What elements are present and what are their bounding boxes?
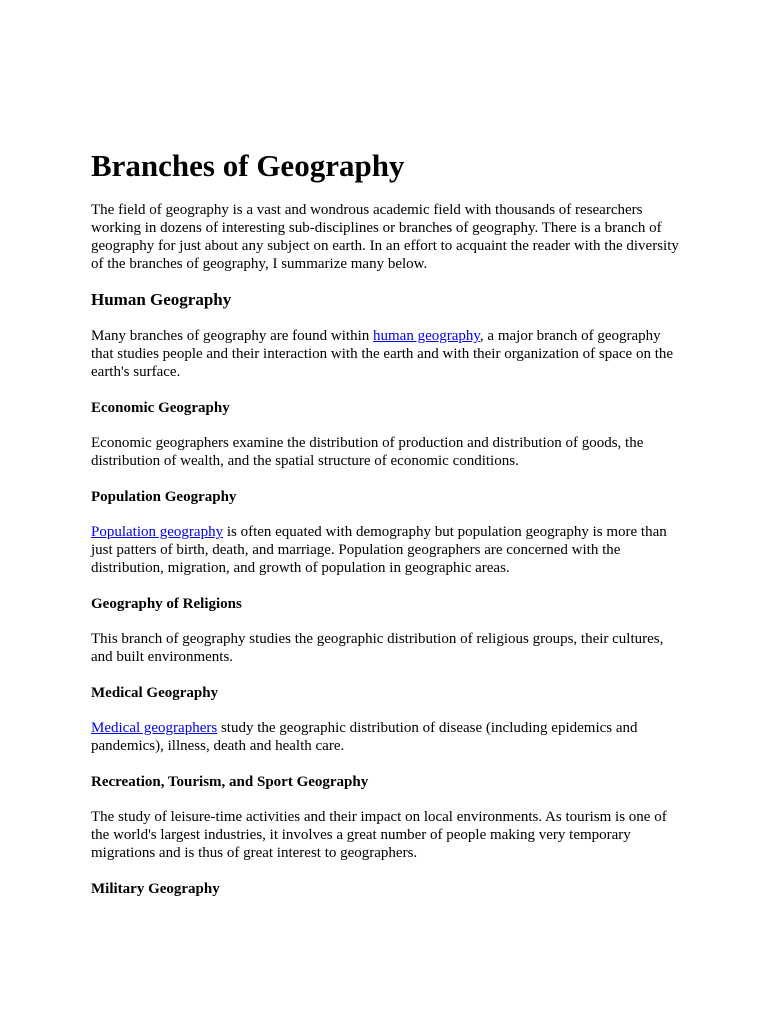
population-text-after: is often equated with demography but population geography is more than just patters of birth, death, and marriage. Population geographers are concerned with the distribution, migration, and growth of population in geographic areas.	[91, 524, 667, 576]
section-heading-population-geography: Population Geography	[91, 489, 237, 505]
human-geography-paragraph	[91, 327, 681, 381]
religions-paragraph: This branch of geography studies the geographic distribution of religious groups, their cultures, and built environments.	[91, 631, 664, 665]
medical-text-after: study the geographic distribution of disease (including epidemics and pandemics), illness, death and health care.	[91, 720, 638, 754]
human-geography-link[interactable]: human geography	[373, 328, 480, 344]
section-heading-military-geography: Military Geography	[91, 881, 220, 897]
population-geography-paragraph	[91, 523, 681, 577]
human-text-after: , a major branch of geography that studies people and their interaction with the earth and with their organization of space on the earth's surface.	[91, 328, 674, 380]
section-heading-economic-geography: Economic Geography	[91, 400, 230, 416]
section-heading-human-geography: Human Geography	[91, 290, 232, 309]
medical-geography-paragraph	[91, 719, 681, 755]
page-title: Branches of Geography	[91, 148, 405, 183]
section-heading-recreation-tourism-sport: Recreation, Tourism, and Sport Geography	[91, 774, 369, 790]
intro-paragraph: The field of geography is a vast and wondrous academic field with thousands of researchers working in dozens of interesting sub-disciplines or branches of geography. There is a branch of geography for just about any subject on earth. In an effort to acquaint the reader with the diversity of the branches of geography, I summarize many below.	[91, 202, 679, 272]
document-page	[91, 148, 681, 915]
recreation-paragraph: The study of leisure-time activities and their impact on local environments. As tourism is one of the world's largest industries, it involves a great number of people making very temporary migrations and is thus of great interest to geographers.	[91, 809, 667, 861]
section-heading-medical-geography: Medical Geography	[91, 685, 219, 701]
human-text-before: Many branches of geography are found within	[91, 328, 373, 344]
medical-geographers-link[interactable]: Medical geographers	[91, 720, 218, 736]
section-heading-geography-of-religions: Geography of Religions	[91, 596, 242, 612]
economic-geography-paragraph: Economic geographers examine the distribution of production and distribution of goods, the distribution of wealth, and the spatial structure of economic conditions.	[91, 435, 644, 469]
population-geography-link[interactable]: Population geography	[91, 524, 224, 540]
